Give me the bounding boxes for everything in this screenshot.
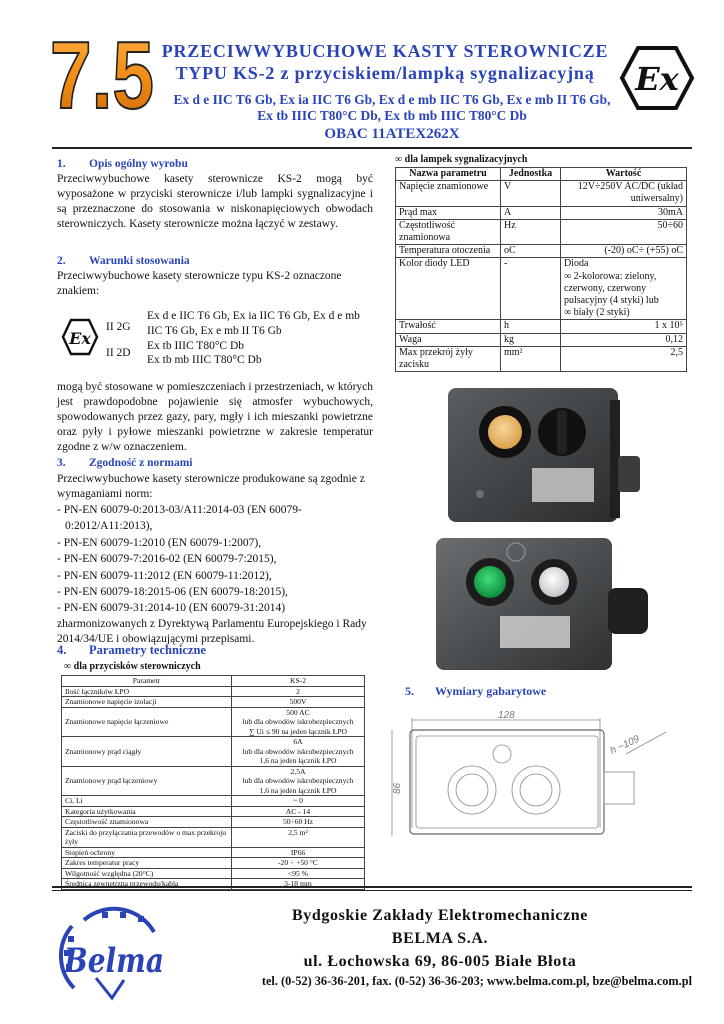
company-name: Bydgoskie Zakłady Elektromechaniczne xyxy=(292,907,588,924)
section-3: 3. Zgodność z normami Przeciwwybuchowe kasety sterownicze produkowane są zgodnie z wymaganiami norm: - PN-EN 60079-0:2013-03/A11:2014-03 (EN 60079- 0:2012/A11:2013), - PN-EN 60079-1:2010 (EN 60079-1:2007), - PN-EN 60079-7:2016-02 (EN 60079-7:2015), - PN-EN 60079-11:2012 (EN 60079-11:2012), - PN-EN 60079-18:2015-06 (EN 60079-18:2015), - PN-EN 60079-31:2014-10 (EN 60079-31:2014) zharmonizowanych z Dyrektywą Parlamentu Europejskiego i Rady 2014/34/UE i obowiązującymi przepisami. xyxy=(57,456,373,647)
param-value: 2,5 m² xyxy=(232,827,365,847)
norm-item: - PN-EN 60079-0:2013-03/A11:2014-03 (EN 60079- xyxy=(57,504,302,516)
lamp-value: 2,5 xyxy=(561,346,687,371)
param-value: 3-18 mm xyxy=(232,879,365,890)
table-row xyxy=(62,697,365,708)
section-4: 4. Parametry techniczne ∞ dla przycisków sterowniczych xyxy=(57,643,373,674)
section-5-title: Wymiary gabarytowe xyxy=(435,684,547,698)
table-row xyxy=(62,796,365,807)
lamp-unit: mm² xyxy=(501,346,561,371)
dimension-width: 128 xyxy=(498,710,515,721)
buttons-subtitle: ∞ dla przycisków sterowniczych xyxy=(64,661,201,672)
param-value: AC - 14 xyxy=(232,806,365,817)
ex-marking-dust-1: Ex tb IIIC T80°C Db xyxy=(147,340,245,352)
certificate-number: OBAC 11ATEX262X xyxy=(324,126,460,142)
ex-hexagon-icon xyxy=(620,46,694,110)
norm-item: - PN-EN 60079-11:2012 (EN 60079-11:2012), xyxy=(57,569,272,582)
table-row xyxy=(396,206,687,219)
table-row xyxy=(62,858,365,869)
product-photo-lamp-selector xyxy=(440,384,660,526)
group-ii-2d: II 2D xyxy=(106,347,131,359)
footer-divider xyxy=(52,886,692,888)
lamp-value: 50÷60 xyxy=(561,219,687,244)
table-header-row: Parametr KS-2 xyxy=(62,676,365,687)
ex-marking-header: Ex d e IIC T6 Gb, Ex ia IIC T6 Gb, Ex d e mb IIC T6 Gb, Ex e mb II T6 Gb, Ex tb IIIC T80°C Db, Ex tb mb IIIC T80°C Db xyxy=(173,92,611,123)
lamp-unit: V xyxy=(501,181,561,206)
lamp-name: Max przekrój żyły zacisku xyxy=(396,346,501,371)
section-1-text: Przeciwwybuchowe kasety sterownicze KS-2 mogą być wyposażone w przyciski sterownicze i/lub lampki sygnalizacyjne i są przeznaczone do stosowania w niskonapięciowych obwodach sterowniczych. Kasety sterownicze można łączyć w zestawy. xyxy=(57,173,373,230)
svg-text:Ex: Ex xyxy=(69,329,91,348)
footer-divider-thin xyxy=(52,890,692,891)
lamp-value: 30mA xyxy=(561,206,687,219)
norm-item: - PN-EN 60079-7:2016-02 (EN 60079-7:2015), xyxy=(57,553,277,566)
param-value: ~ 0 xyxy=(232,796,365,807)
ex-marking-gas: Ex d e IIC T6 Gb, Ex ia IIC T6 Gb, Ex d e mb IIC T6 Gb, Ex e mb II T6 Gb xyxy=(147,310,360,337)
param-name: Kategoria użytkowania xyxy=(62,806,232,817)
ex-hexagon-icon xyxy=(62,319,98,355)
lamp-unit: - xyxy=(501,258,561,320)
section-2-title: Warunki stosowania xyxy=(89,255,190,267)
header-divider xyxy=(52,147,692,149)
table-row xyxy=(62,766,365,796)
company-contact: tel. (0-52) 36-36-201, fax. (0-52) 36-36-203; www.belma.com.pl, bze@belma.com.pl xyxy=(261,974,692,988)
company-block xyxy=(190,904,690,973)
section-4-title: Parametry techniczne xyxy=(89,643,206,657)
table-row xyxy=(62,827,365,847)
table-row xyxy=(396,181,687,206)
param-name: Zaciski do przyłączania przewodów o max przekroju żyły xyxy=(62,827,232,847)
section-2-text: Przeciwwybuchowe kasety sterownicze typu KS-2 oznaczone znakiem: xyxy=(57,270,342,297)
table-row xyxy=(62,817,365,828)
lamp-name: Częstotliwość znamionowa xyxy=(396,219,501,244)
section-2: 2. Warunki stosowania Przeciwwybuchowe kasety sterownicze typu KS-2 oznaczone znakiem: xyxy=(57,254,373,299)
param-name: Średnica zewnętrzna przewodu/kabla xyxy=(62,879,232,890)
param-name: Ilość łączników ŁPO xyxy=(62,686,232,697)
dimension-depth: h ~109 xyxy=(608,733,642,757)
norm-item: - PN-EN 60079-1:2010 (EN 60079-1:2007), xyxy=(57,536,262,549)
table-row xyxy=(396,320,687,333)
lamp-value: (-20) oC÷ (+55) oC xyxy=(561,245,687,258)
lamp-value: Dioda ∞ 2-kolorowa: zielony, czerwony, czerwony pulsacyjny (4 styki) lub ∞ biały (2 styki) xyxy=(561,258,687,320)
lamp-unit: A xyxy=(501,206,561,219)
param-name: Znamionowy prąd łączeniowy xyxy=(62,766,232,796)
norms-list xyxy=(57,502,373,617)
param-value: 500 AC lub dla obwodów iskrobezpiecznych ∑ Ui ≤ 90 na jeden łącznik ŁPO xyxy=(232,707,365,737)
lamp-name: Napięcie znamionowe xyxy=(396,181,501,206)
lamp-name: Kolor diody LED xyxy=(396,258,501,320)
lamp-unit: kg xyxy=(501,333,561,346)
table-row xyxy=(396,258,687,320)
param-value: -20 ÷ +50 °C xyxy=(232,858,365,869)
param-value: 50÷60 Hz xyxy=(232,817,365,828)
table-row xyxy=(62,806,365,817)
param-name: Ci, Li xyxy=(62,796,232,807)
norm-item: - PN-EN 60079-18:2015-06 (EN 60079-18:2015), xyxy=(57,586,288,599)
section-3-title: Zgodność z normami xyxy=(89,457,193,469)
section-1: 1. Opis ogólny wyrobu Przeciwwybuchowe kasety sterownicze KS-2 mogą być wyposażone w przyciski sterownicze i/lub lampki sygnalizacyjne i są przeznaczone do stosowania w niskonapięciowych obwodach sterowniczych. Kasety sterownicze można łączyć w zestawy. xyxy=(57,158,373,230)
document-title: PRZECIWWYBUCHOWE KASTY STEROWNICZE TYPU KS-2 z przyciskiem/lampką sygnalizacyjną xyxy=(161,41,609,83)
table-row xyxy=(62,847,365,858)
dimension-drawing xyxy=(386,708,676,840)
param-name: Znamionowe napięcie łączeniowe xyxy=(62,707,232,737)
table-row xyxy=(62,707,365,737)
table-header-row: Nazwa parametru Jednostka Wartość xyxy=(396,168,687,181)
param-value: <95 % xyxy=(232,868,365,879)
product-photo-two-buttons xyxy=(432,536,664,672)
param-name: Wilgotność względna (20°C) xyxy=(62,868,232,879)
section-5: 5. Wymiary gabarytowe xyxy=(405,684,547,698)
ex-marking-dust-2: Ex tb mb IIIC T80°C Db xyxy=(147,354,262,366)
section-number: 7.5 xyxy=(50,22,154,129)
table-row xyxy=(62,737,365,767)
buttons-params-table xyxy=(61,675,365,890)
company-address: ul. Łochowska 69, 86-005 Białe Błota xyxy=(303,953,577,970)
section-2-text2: mogą być stosowane w pomieszczeniach i przestrzeniach, w których jest prawdopodobne pojawienie się atmosfer wybuchowych, spowodowanych przez gazy, pary, mgły i ich mieszanki powietrzne oraz pyły i pyłowe mieszanki powietrzne w zakresie temperatur zgodne z w/w oznaczeniem. xyxy=(57,381,373,453)
section-number-graphic xyxy=(50,22,154,129)
param-name: Stopień ochrony xyxy=(62,847,232,858)
param-name: Zakres temperatur pracy xyxy=(62,858,232,869)
belma-logo-text: Belma xyxy=(63,941,164,981)
norm-item: - PN-EN 60079-31:2014-10 (EN 60079-31:2014) xyxy=(57,602,286,615)
lamp-name: Temperatura otoczenia xyxy=(396,245,501,258)
table-row xyxy=(62,868,365,879)
section-3-outro: zharmonizowanych z Dyrektywą Parlamentu Europejskiego i Rady 2014/34/UE i obowiązującymi przepisami. xyxy=(57,617,367,645)
param-value: 2 xyxy=(232,686,365,697)
company-short: BELMA S.A. xyxy=(391,930,489,947)
lamp-name: Trwałość xyxy=(396,320,501,333)
lamp-value: 12V÷250V AC/DC (układ uniwersalny) xyxy=(561,181,687,206)
section-3-intro: Przeciwwybuchowe kasety sterownicze produkowane są zgodnie z wymaganiami norm: xyxy=(57,473,365,500)
group-ii-2g: II 2G xyxy=(106,321,131,333)
section-1-title: Opis ogólny wyrobu xyxy=(89,158,188,170)
lamp-unit: Hz xyxy=(501,219,561,244)
table-row xyxy=(396,333,687,346)
param-value: 2,5A lub dla obwodów iskrobezpiecznych 1,6 na jeden łącznik ŁPO xyxy=(232,766,365,796)
dimension-height: 86 xyxy=(392,782,403,794)
norm-item: 0:2012/A11:2013), xyxy=(65,520,153,533)
lamp-unit: h xyxy=(501,320,561,333)
table-row xyxy=(62,686,365,697)
param-name: Częstotliwość znamionowa xyxy=(62,817,232,828)
param-name: Znamionowe napięcie izolacji xyxy=(62,697,232,708)
table-row xyxy=(396,346,687,371)
lamp-value: 1 x 10⁵ xyxy=(561,320,687,333)
param-value: IP66 xyxy=(232,847,365,858)
param-name: Znamionowy prąd ciągły xyxy=(62,737,232,767)
lamp-value: 0,12 xyxy=(561,333,687,346)
table-row xyxy=(396,245,687,258)
param-value: 6A lub dla obwodów iskrobezpiecznych 1,6 na jeden łącznik ŁPO xyxy=(232,737,365,767)
lamp-unit: oC xyxy=(501,245,561,258)
svg-text:Ex: Ex xyxy=(635,60,679,98)
lamps-subtitle: ∞ dla lampek sygnalizacyjnych xyxy=(395,154,528,165)
table-row xyxy=(396,219,687,244)
lamp-name: Waga xyxy=(396,333,501,346)
lamp-name: Prąd max xyxy=(396,206,501,219)
param-value: 500V xyxy=(232,697,365,708)
lamps-params-table xyxy=(395,167,687,372)
